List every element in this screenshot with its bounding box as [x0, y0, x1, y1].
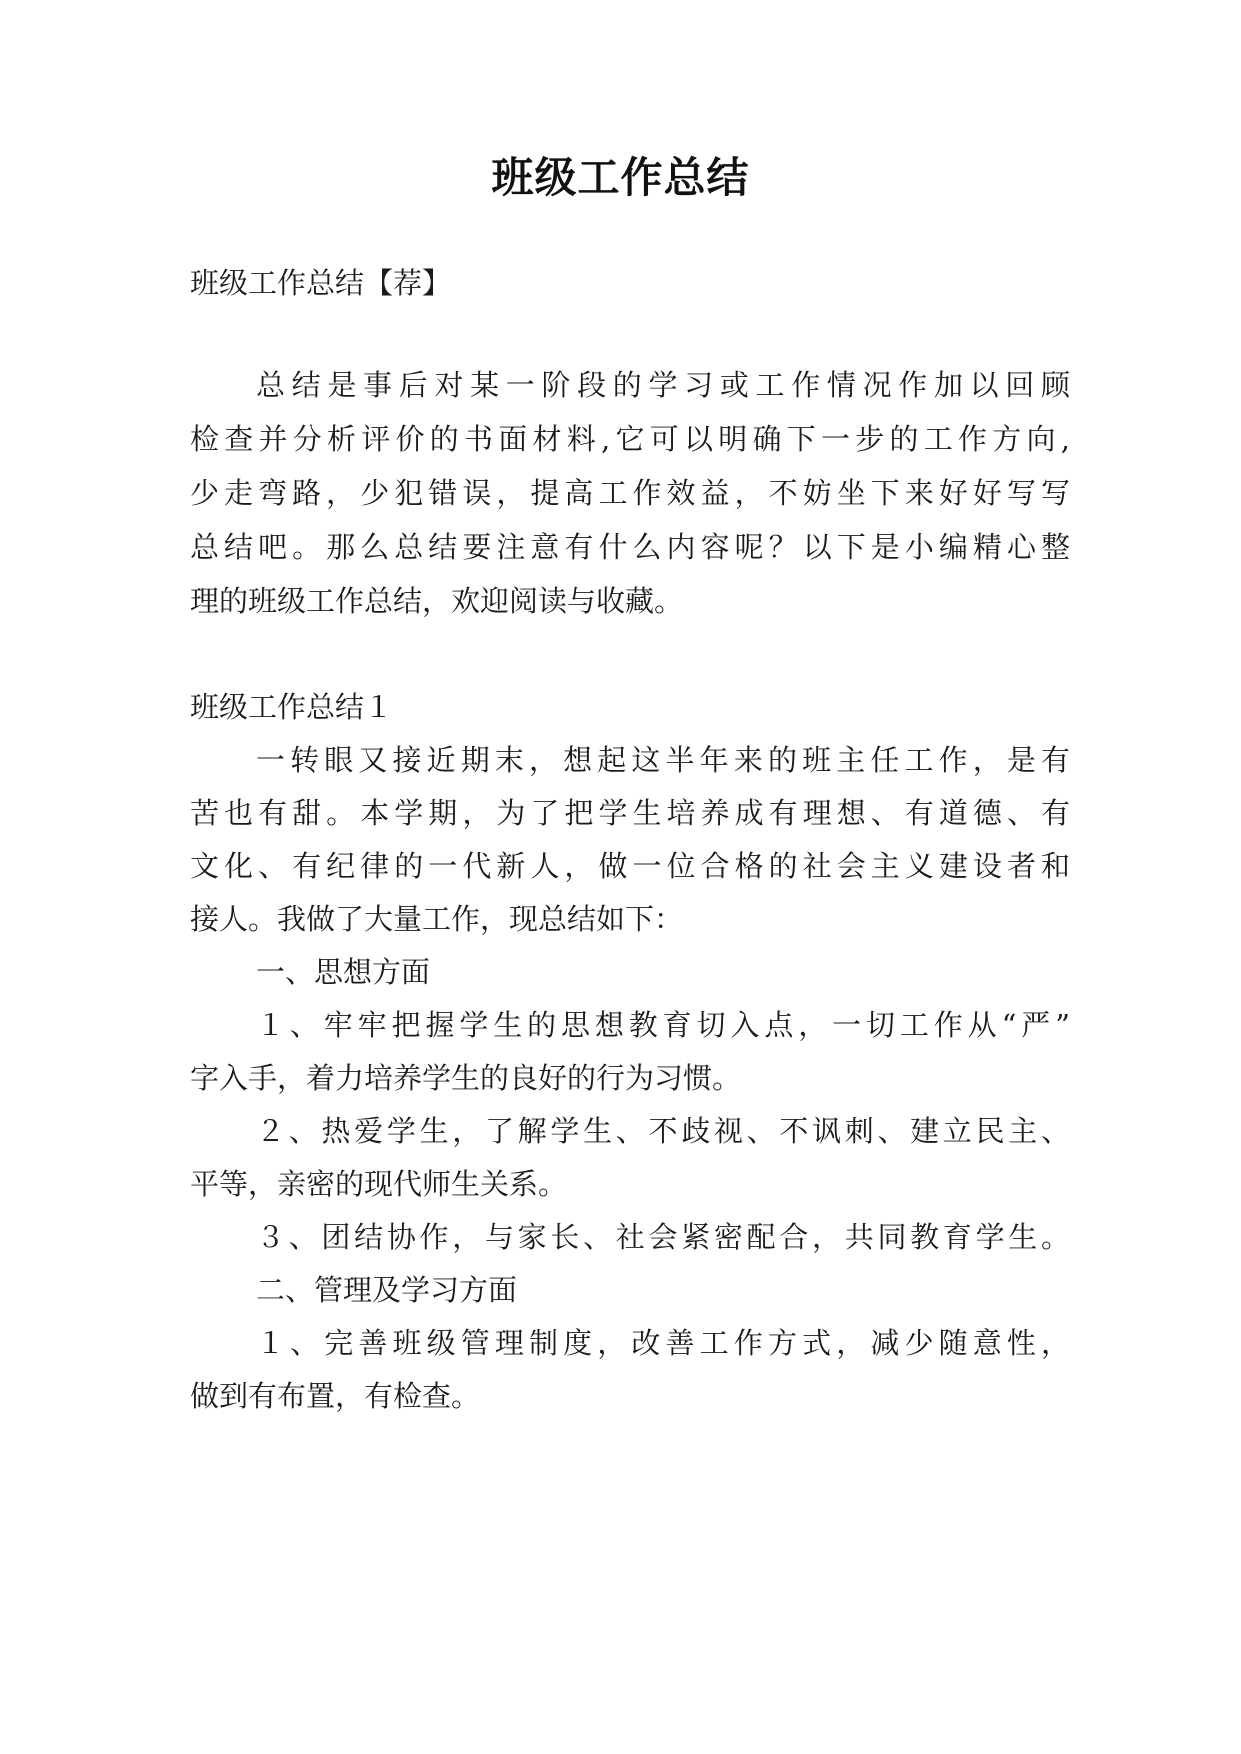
body-line-12: １、完善班级管理制度，改善工作方式，减少随意性， [256, 1326, 1070, 1360]
body-line-4: 接人。我做了大量工作，现总结如下： [190, 902, 684, 936]
intro-line-4: 总结吧。那么总结要注意有什么内容呢？以下是小编精心整 [190, 530, 1070, 564]
body-line-2: 苦也有甜。本学期，为了把学生培养成有理想、有道德、有 [190, 796, 1070, 830]
body-line-9: 平等，亲密的现代师生关系。 [190, 1167, 568, 1201]
intro-line-3: 少走弯路，少犯错误，提高工作效益，不妨坐下来好好写写 [190, 476, 1070, 510]
document-title: 班级工作总结 [491, 153, 750, 202]
body-line-3: 文化、有纪律的一代新人，做一位合格的社会主义建设者和 [190, 849, 1070, 883]
body-line-7: 字入手，着力培养学生的良好的行为习惯。 [190, 1061, 742, 1095]
body-line-8: ２、热爱学生，了解学生、不歧视、不讽刺、建立民主、 [256, 1114, 1070, 1148]
body-heading-management: 二、管理及学习方面 [256, 1273, 518, 1307]
body-heading-thought: 一、思想方面 [256, 955, 431, 989]
body-line-6: １、牢牢把握学生的思想教育切入点，一切工作从“严” [256, 1008, 1070, 1042]
intro-line-5: 理的班级工作总结，欢迎阅读与收藏。 [190, 584, 684, 618]
body-line-13: 做到有布置，有检查。 [190, 1379, 481, 1413]
document-subtitle: 班级工作总结【荐】 [190, 266, 452, 300]
intro-line-2: 检查并分析评价的书面材料,它可以明确下一步的工作方向, [190, 422, 1070, 456]
body-line-10: ３、团结协作，与家长、社会紧密配合，共同教育学生。 [256, 1220, 1070, 1254]
section-heading: 班级工作总结１ [190, 690, 394, 724]
intro-line-1: 总结是事后对某一阶段的学习或工作情况作加以回顾 [256, 368, 1070, 402]
body-line-1: 一转眼又接近期末，想起这半年来的班主任工作，是有 [256, 743, 1070, 777]
